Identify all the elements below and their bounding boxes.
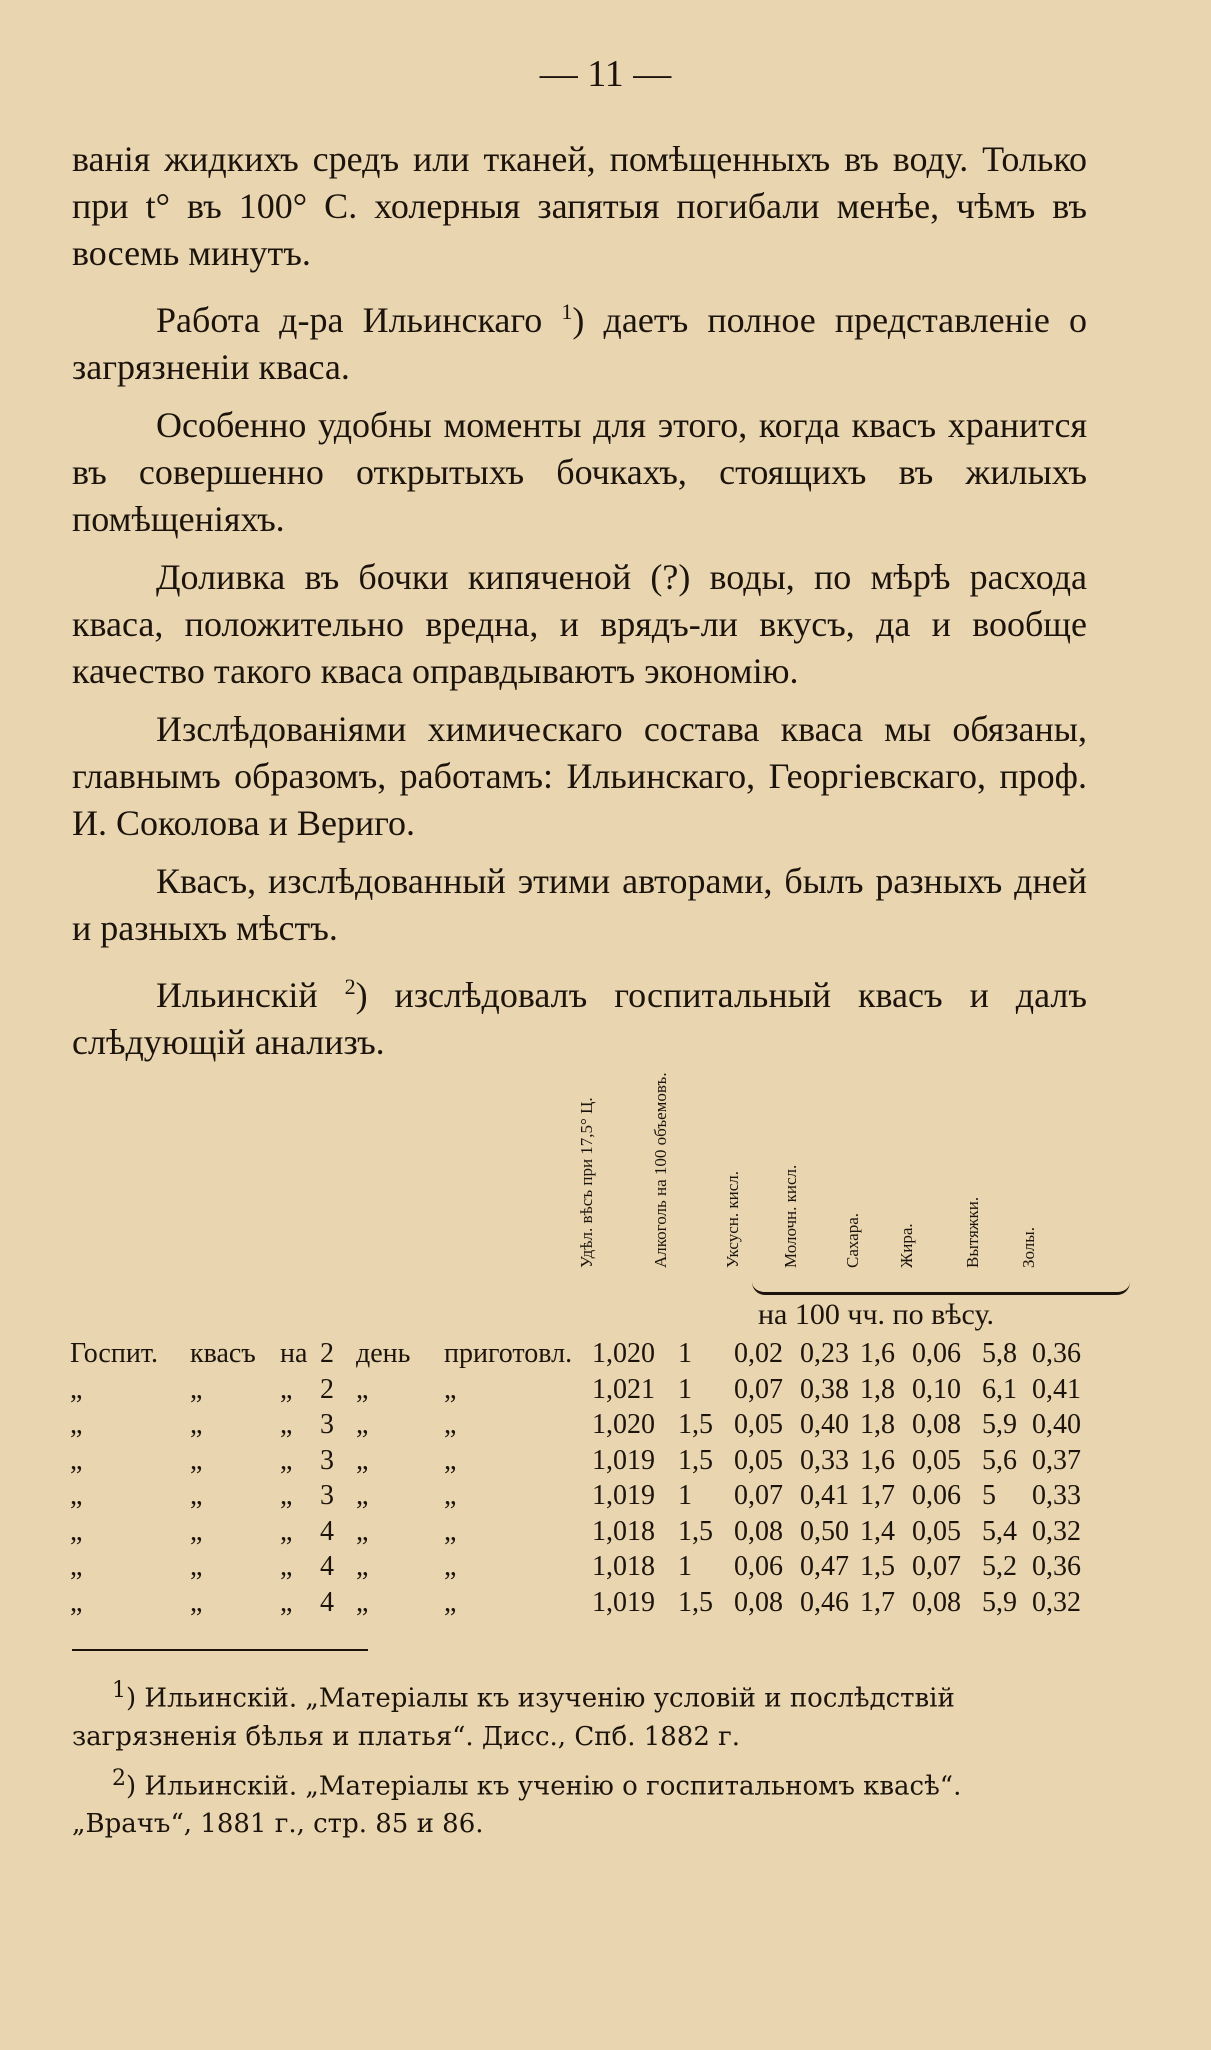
row-label-cell: „ xyxy=(444,1480,457,1511)
value-cell: 0,46 xyxy=(800,1586,849,1618)
row-label-cell: 2 xyxy=(320,1338,334,1369)
row-label-cell: „ xyxy=(70,1586,83,1618)
row-label-cell: „ xyxy=(356,1515,369,1547)
value-cell: 1,021 xyxy=(592,1373,655,1405)
paragraph: Особенно удобны моменты для этого, когда квасъ хранится въ совершенно открытыхъ бочкахъ, стоящихъ въ жилыхъ помѣщеніяхъ. xyxy=(72,405,1087,539)
units-subheader: на 100 чч. по вѣсу. xyxy=(758,1298,994,1331)
value-cell: 5,9 xyxy=(982,1409,1017,1440)
value-cell: 1,018 xyxy=(592,1515,655,1547)
footnote-ref: 2 xyxy=(344,974,356,999)
row-label-cell: „ xyxy=(444,1515,457,1547)
value-cell: 0,07 xyxy=(734,1480,783,1511)
value-cell: 0,08 xyxy=(912,1586,961,1618)
row-label-cell: 3 xyxy=(320,1480,334,1511)
row-label-cell: „ xyxy=(356,1373,369,1405)
body-text xyxy=(72,136,1087,1077)
row-label-cell: „ xyxy=(280,1480,293,1511)
row-label-cell: „ xyxy=(444,1444,457,1476)
value-cell: 0,23 xyxy=(800,1338,849,1369)
value-cell: 0,02 xyxy=(734,1338,783,1369)
value-cell: 0,08 xyxy=(734,1515,783,1547)
value-cell: 0,38 xyxy=(800,1373,849,1405)
value-cell: 1 xyxy=(678,1338,692,1369)
value-cell: 1 xyxy=(678,1551,692,1582)
row-label-cell: „ xyxy=(280,1444,293,1476)
row-label-cell: „ xyxy=(190,1586,203,1618)
column-header: Жира. xyxy=(897,1223,916,1268)
row-label-cell: 3 xyxy=(320,1409,334,1440)
table-row xyxy=(70,1445,1120,1481)
paragraph xyxy=(72,288,1087,391)
row-label-cell: „ xyxy=(190,1551,203,1582)
value-cell: 0,41 xyxy=(800,1480,849,1511)
row-label-cell: Госпит. xyxy=(70,1338,158,1369)
value-cell: 1,019 xyxy=(592,1444,655,1476)
analysis-table xyxy=(70,1072,1100,1638)
value-cell: 1,5 xyxy=(860,1551,895,1582)
value-cell: 0,33 xyxy=(1032,1480,1081,1511)
value-cell: 5,6 xyxy=(982,1444,1017,1476)
value-cell: 1,020 xyxy=(592,1338,655,1369)
table-row xyxy=(70,1587,1120,1623)
value-cell: 0,36 xyxy=(1032,1338,1081,1369)
row-label-cell: „ xyxy=(70,1444,83,1476)
table-row xyxy=(70,1338,1120,1374)
row-label-cell: квасъ xyxy=(190,1338,256,1369)
row-label-cell: „ xyxy=(444,1373,457,1405)
row-label-cell: „ xyxy=(356,1409,369,1440)
row-label-cell: „ xyxy=(70,1409,83,1440)
value-cell: 0,06 xyxy=(734,1551,783,1582)
value-cell: 1,019 xyxy=(592,1586,655,1618)
row-label-cell: „ xyxy=(190,1480,203,1511)
row-label-cell: на xyxy=(280,1338,308,1369)
table-row xyxy=(70,1551,1120,1587)
value-cell: 0,40 xyxy=(1032,1409,1081,1440)
value-cell: 1,5 xyxy=(678,1444,713,1476)
value-cell: 0,36 xyxy=(1032,1551,1081,1582)
row-label-cell: 2 xyxy=(320,1373,334,1405)
value-cell: 1,8 xyxy=(860,1409,895,1440)
value-cell: 0,50 xyxy=(800,1515,849,1547)
value-cell: 6,1 xyxy=(982,1373,1017,1405)
row-label-cell: „ xyxy=(444,1586,457,1618)
paragraph xyxy=(72,963,1087,1066)
row-label-cell: „ xyxy=(280,1409,293,1440)
paragraph: Доливка въ бочки кипяченой (?) воды, по мѣрѣ расхода кваса, положительно вредна, и врядъ-ли вкусъ, да и вообще качество такого кваса оправдываютъ экономію. xyxy=(72,557,1087,691)
row-label-cell: „ xyxy=(356,1444,369,1476)
paragraph-text: ) изслѣдовалъ госпитальный квасъ и далъ слѣдующій анализъ. xyxy=(72,975,1087,1062)
value-cell: 0,05 xyxy=(734,1444,783,1476)
value-cell: 0,07 xyxy=(734,1373,783,1405)
row-label-cell: приготовл. xyxy=(444,1338,573,1369)
value-cell: 1,7 xyxy=(860,1480,895,1511)
paragraph-text: Работа д-ра Ильинскаго xyxy=(156,300,562,340)
value-cell: 0,07 xyxy=(912,1551,961,1582)
column-header: Алкоголь на 100 объемовъ. xyxy=(651,1072,670,1268)
value-cell: 0,05 xyxy=(734,1409,783,1440)
table-row xyxy=(70,1409,1120,1445)
footnote xyxy=(72,1672,1087,1756)
value-cell: 1,7 xyxy=(860,1586,895,1618)
value-cell: 5,2 xyxy=(982,1551,1017,1582)
value-cell: 1,6 xyxy=(860,1444,895,1476)
row-label-cell: „ xyxy=(70,1551,83,1582)
row-label-cell: „ xyxy=(70,1373,83,1405)
row-label-cell: „ xyxy=(356,1551,369,1582)
row-label-cell: „ xyxy=(444,1409,457,1440)
value-cell: 0,06 xyxy=(912,1338,961,1369)
column-header: Вытяжки. xyxy=(963,1196,982,1268)
row-label-cell: 4 xyxy=(320,1551,334,1582)
footnote-mark: 2 xyxy=(112,1765,126,1791)
page-number: — 11 — xyxy=(539,53,672,95)
row-label-cell: „ xyxy=(190,1409,203,1440)
paragraph-text: Ильинскій xyxy=(156,975,345,1015)
column-header: Уксусн. кисл. xyxy=(723,1171,742,1268)
row-label-cell: „ xyxy=(280,1551,293,1582)
value-cell: 5,9 xyxy=(982,1586,1017,1618)
row-label-cell: „ xyxy=(70,1515,83,1547)
value-cell: 0,37 xyxy=(1032,1444,1081,1476)
footnote xyxy=(72,1760,1087,1844)
row-label-cell: „ xyxy=(280,1373,293,1405)
row-label-cell: „ xyxy=(356,1480,369,1511)
value-cell: 1,8 xyxy=(860,1373,895,1405)
value-cell: 5 xyxy=(982,1480,996,1511)
footnotes xyxy=(72,1672,1087,1847)
row-label-cell: „ xyxy=(190,1444,203,1476)
value-cell: 0,33 xyxy=(800,1444,849,1476)
table-row xyxy=(70,1480,1120,1516)
value-cell: 1,020 xyxy=(592,1409,655,1440)
column-header: Сахара. xyxy=(843,1212,862,1268)
value-cell: 0,32 xyxy=(1032,1586,1081,1618)
paragraph: ванія жидкихъ средъ или тканей, помѣщенныхъ въ воду. Только при t° въ 100° С. холерныя запятыя погибали менѣе, чѣмъ въ восемь минутъ. xyxy=(72,139,1087,273)
value-cell: 1,6 xyxy=(860,1338,895,1369)
row-label-cell: „ xyxy=(70,1480,83,1511)
footnote-rule xyxy=(72,1649,368,1651)
row-label-cell: 4 xyxy=(320,1586,334,1618)
column-header: Молочн. кисл. xyxy=(781,1164,800,1268)
row-label-cell: „ xyxy=(190,1373,203,1405)
paragraph: Изслѣдованіями химическаго состава кваса мы обязаны, главнымъ образомъ, работамъ: Ильинскаго, Георгіевскаго, проф. И. Соколова и Вериго. xyxy=(72,709,1087,843)
value-cell: 1 xyxy=(678,1373,692,1405)
value-cell: 0,40 xyxy=(800,1409,849,1440)
column-header: Удѣл. вѣсъ при 17,5° Ц. xyxy=(577,1097,596,1268)
value-cell: 0,32 xyxy=(1032,1515,1081,1547)
footnote-text: ) Ильинскій. „Матеріалы къ ученію о госпитальномъ квасѣ“. „Врачъ“, 1881 г., стр. 85 и 86. xyxy=(72,1771,962,1840)
footnote-ref: 1 xyxy=(561,299,573,324)
value-cell: 5,8 xyxy=(982,1338,1017,1369)
value-cell: 0,47 xyxy=(800,1551,849,1582)
value-cell: 0,41 xyxy=(1032,1373,1081,1405)
value-cell: 1,4 xyxy=(860,1515,895,1547)
row-label-cell: 3 xyxy=(320,1444,334,1476)
value-cell: 5,4 xyxy=(982,1515,1017,1547)
row-label-cell: „ xyxy=(280,1515,293,1547)
value-cell: 0,08 xyxy=(734,1586,783,1618)
value-cell: 1 xyxy=(678,1480,692,1511)
column-header: Золы. xyxy=(1019,1227,1038,1268)
value-cell: 0,05 xyxy=(912,1444,961,1476)
value-cell: 1,018 xyxy=(592,1551,655,1582)
row-label-cell: день xyxy=(356,1338,411,1369)
value-cell: 1,5 xyxy=(678,1586,713,1618)
footnote-text: ) Ильинскій. „Матеріалы къ изученію условій и послѣдствій загрязненія бѣлья и платья“. Дисс., Спб. 1882 г. xyxy=(72,1683,955,1752)
table-row xyxy=(70,1374,1120,1410)
row-label-cell: „ xyxy=(356,1586,369,1618)
table-row xyxy=(70,1516,1120,1552)
value-cell: 1,5 xyxy=(678,1409,713,1440)
value-cell: 0,05 xyxy=(912,1515,961,1547)
value-cell: 0,06 xyxy=(912,1480,961,1511)
row-label-cell: 4 xyxy=(320,1515,334,1547)
row-label-cell: „ xyxy=(444,1551,457,1582)
value-cell: 0,10 xyxy=(912,1373,961,1405)
footnote-mark: 1 xyxy=(112,1678,126,1703)
row-label-cell: „ xyxy=(190,1515,203,1547)
row-label-cell: „ xyxy=(280,1586,293,1618)
value-cell: 0,08 xyxy=(912,1409,961,1440)
value-cell: 1,5 xyxy=(678,1515,713,1547)
header-brace xyxy=(752,1282,1130,1295)
value-cell: 1,019 xyxy=(592,1480,655,1511)
paragraph-text: ) даетъ полное представленіе о загрязненіи кваса. xyxy=(72,300,1087,387)
paragraph: Квасъ, изслѣдованный этими авторами, былъ разныхъ дней и разныхъ мѣстъ. xyxy=(72,861,1087,948)
